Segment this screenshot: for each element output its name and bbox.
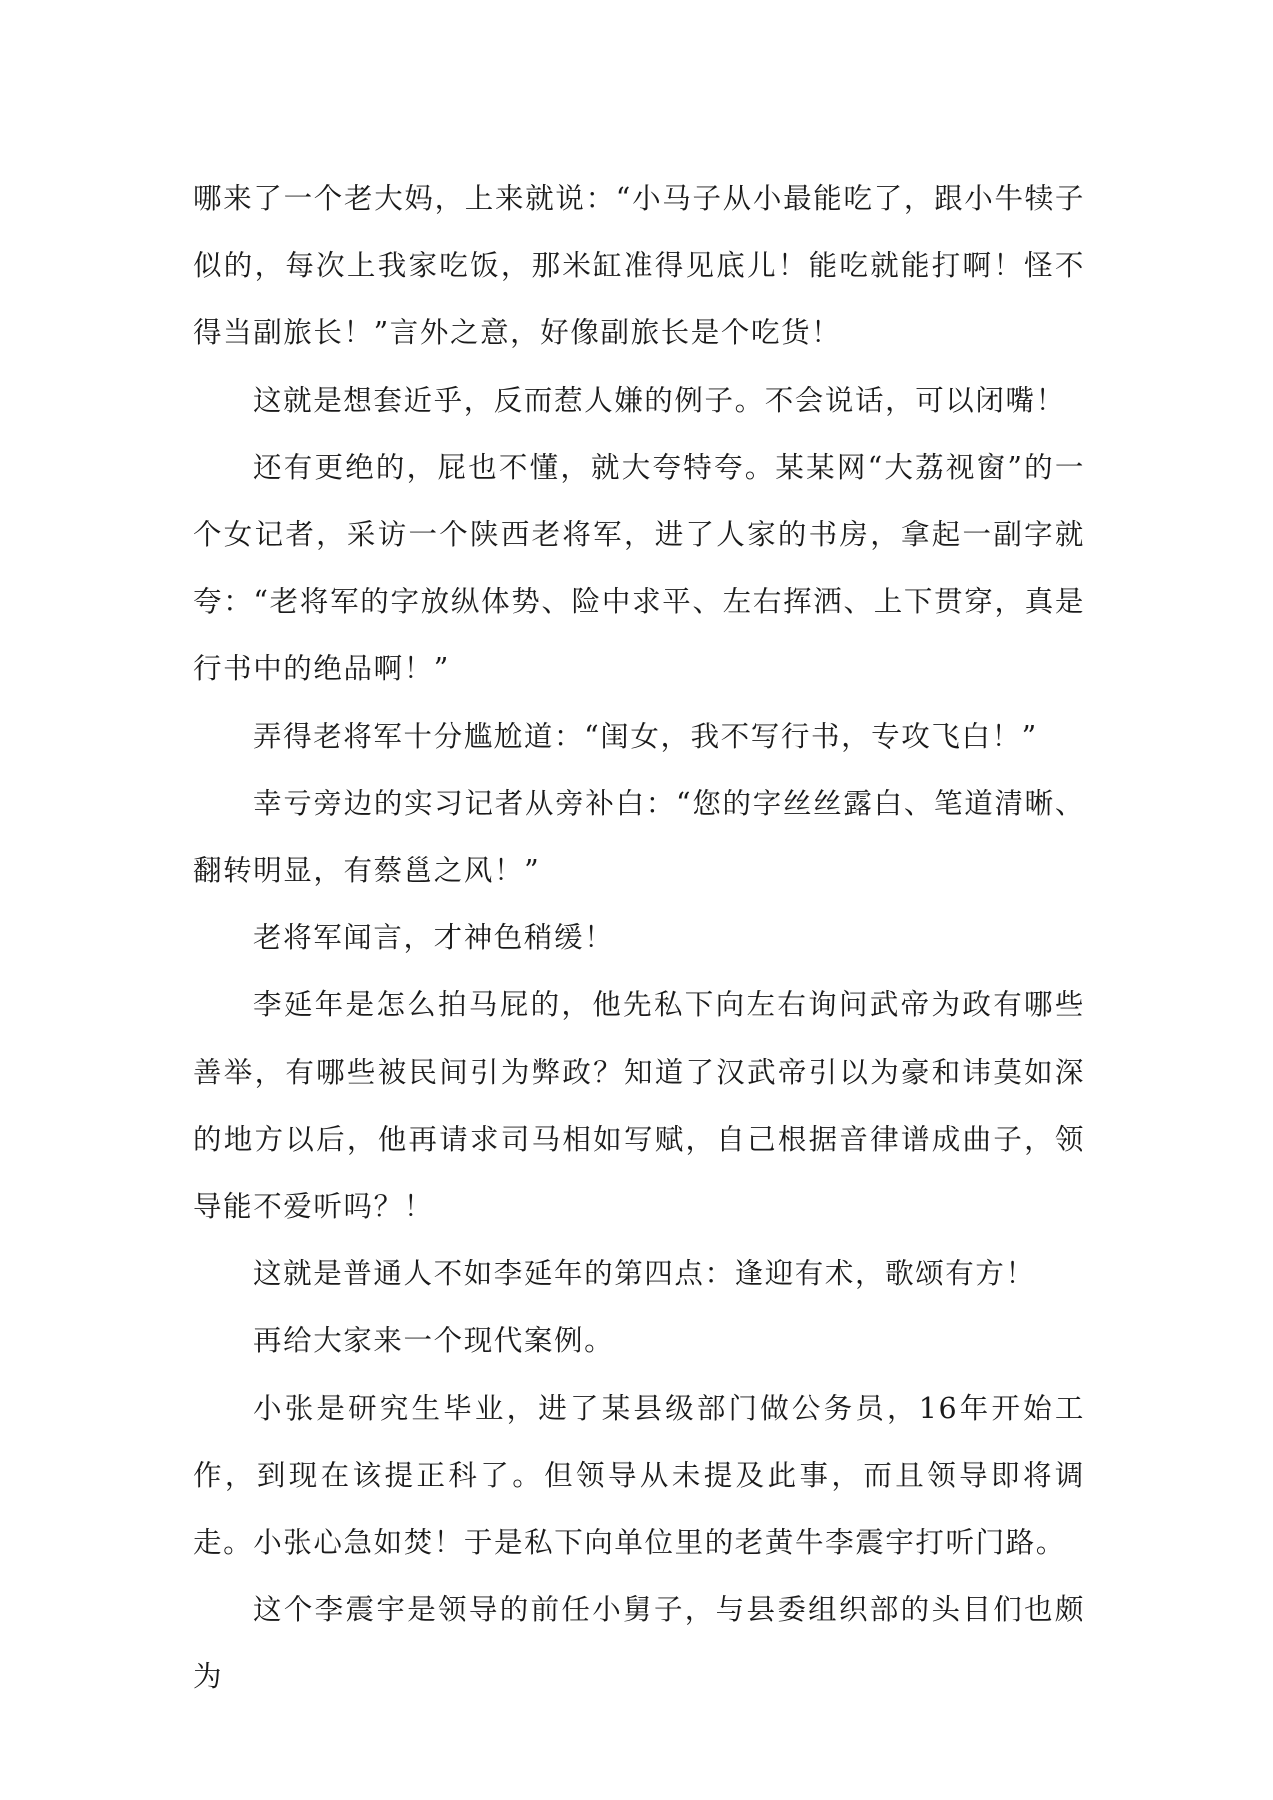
paragraph-7: 李延年是怎么拍马屁的，他先私下向左右询问武帝为政有哪些善举，有哪些被民间引为弊政？知道了汉武帝引以为豪和讳莫如深的地方以后，他再请求司马相如写赋，自己根据音律谱成曲子，领导能不爱听吗？！ xyxy=(193,988,1085,1224)
paragraph-4: 弄得老将军十分尴尬道：“闺女，我不写行书，专攻飞白！” xyxy=(253,719,1038,753)
document-body xyxy=(193,165,1085,1711)
paragraph-11: 这个李震宇是领导的前任小舅子，与县委组织部的头目们也颇为 xyxy=(193,1593,1085,1694)
paragraph-6: 老将军闻言，才神色稍缓！ xyxy=(253,921,615,955)
paragraph-10: 小张是研究生毕业，进了某县级部门做公务员，16年开始工作，到现在该提正科了。但领导从未提及此事，而且领导即将调走。小张心急如焚！于是私下向单位里的老黄牛李震宇打听门路。 xyxy=(193,1391,1085,1560)
paragraph-2: 这就是想套近乎，反而惹人嫌的例子。不会说话，可以闭嘴！ xyxy=(253,383,1066,417)
paragraph-5: 幸亏旁边的实习记者从旁补白：“您的字丝丝露白、笔道清晰、翻转明显，有蔡邕之风！” xyxy=(193,786,1085,888)
paragraph-8: 这就是普通人不如李延年的第四点：逢迎有术，歌颂有方！ xyxy=(253,1257,1036,1291)
paragraph-9: 再给大家来一个现代案例。 xyxy=(253,1324,615,1358)
paragraph-3: 还有更绝的，屁也不懂，就大夸特夸。某某网“大荔视窗”的一个女记者，采访一个陕西老将军，进了人家的书房，拿起一副字就夸：“老将军的字放纵体势、险中求平、左右挥洒、上下贯穿，真是行书中的绝品啊！” xyxy=(193,450,1085,686)
paragraph-1: 哪来了一个老大妈，上来就说：“小马子从小最能吃了，跟小牛犊子似的，每次上我家吃饭，那米缸准得见底儿！能吃就能打啊！怪不得当副旅长！”言外之意，好像副旅长是个吃货！ xyxy=(193,182,1085,350)
